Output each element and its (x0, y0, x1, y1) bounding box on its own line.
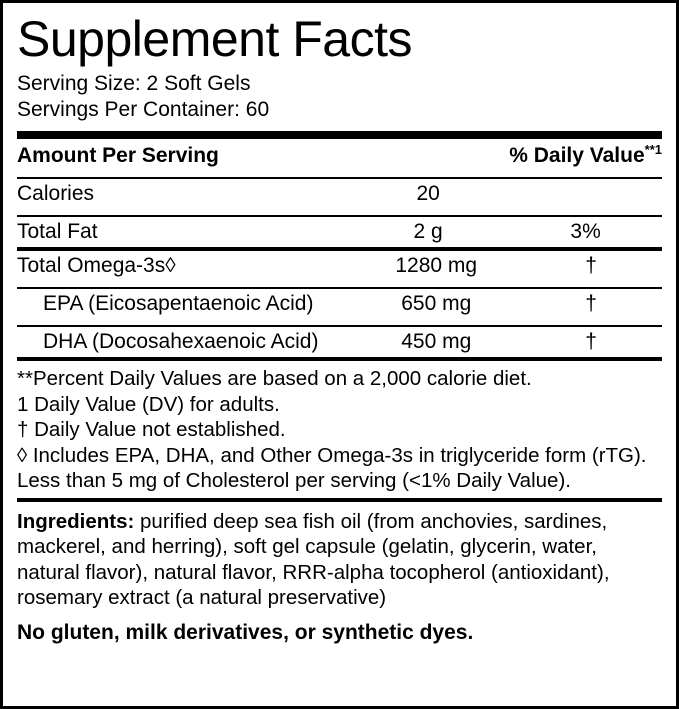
divider-row-1 (17, 209, 662, 216)
row-amount: 450 mg (401, 330, 472, 353)
footnote-line: ◊ Includes EPA, DHA, and Other Omega-3s in triglyceride form (rTG). (17, 443, 647, 467)
footnote-line: **Percent Daily Values are based on a 2,000 calorie diet. (17, 367, 532, 390)
row-name: DHA (Docosahexaenoic Acid) (43, 330, 319, 353)
divider-row-2 (17, 281, 662, 288)
page-title: Supplement Facts (17, 11, 412, 67)
allergen-statement: No gluten, milk derivatives, or synthetic dyes. (17, 620, 474, 644)
row-name: Total Omega-3s◊ (17, 254, 176, 277)
table-header-row (17, 139, 662, 171)
row-daily-value: † (585, 292, 597, 315)
header-daily-value (509, 139, 662, 171)
omega-table (17, 251, 662, 357)
row-amount: 2 g (413, 220, 443, 243)
row-amount: 20 (416, 182, 440, 205)
row-daily-value: † (585, 254, 597, 277)
row-amount: 650 mg (401, 292, 472, 315)
row-daily-value (509, 178, 662, 209)
serving-size: Serving Size: 2 Soft Gels (17, 72, 251, 95)
row-amount: 1280 mg (395, 254, 478, 277)
ingredients-text: purified deep sea fish oil (from anchovies, sardines, mackerel, and herring), soft gel capsule (gelatin, glycerin, water, natural flavor), natural flavor, RRR-alpha tocopherol (antioxidant), rosemary extract (a natural preservative) (17, 509, 610, 609)
footnote-line: † Daily Value not established. (17, 418, 286, 441)
header-spacer (347, 139, 509, 171)
divider-row-header (17, 171, 662, 178)
table-row (17, 251, 662, 281)
header-amount-per-serving: Amount Per Serving (17, 144, 219, 167)
row-name: Total Fat (17, 220, 98, 243)
row-daily-value: † (585, 330, 597, 353)
header-daily-value-text: % Daily Value (509, 144, 645, 167)
table-row (17, 178, 662, 209)
servings-per-container: Servings Per Container: 60 (17, 98, 270, 121)
footnotes (17, 361, 662, 498)
table-row (17, 288, 662, 319)
row-name: EPA (Eicosapentaenoic Acid) (43, 292, 314, 315)
table-row (17, 326, 662, 357)
divider-row-3 (17, 319, 662, 326)
footnote-line: Less than 5 mg of Cholesterol per serving (<1% Daily Value). (17, 469, 571, 492)
ingredients-section (17, 502, 662, 611)
header-daily-value-superscript: **1 (644, 142, 662, 157)
footnote-line: 1 Daily Value (DV) for adults. (17, 392, 280, 416)
row-name: Calories (17, 182, 95, 205)
ingredients-label: Ingredients: (17, 509, 135, 533)
nutrition-table (17, 139, 662, 247)
row-daily-value: 3% (570, 220, 601, 243)
divider-thick-top (17, 131, 662, 139)
table-row (17, 216, 662, 247)
